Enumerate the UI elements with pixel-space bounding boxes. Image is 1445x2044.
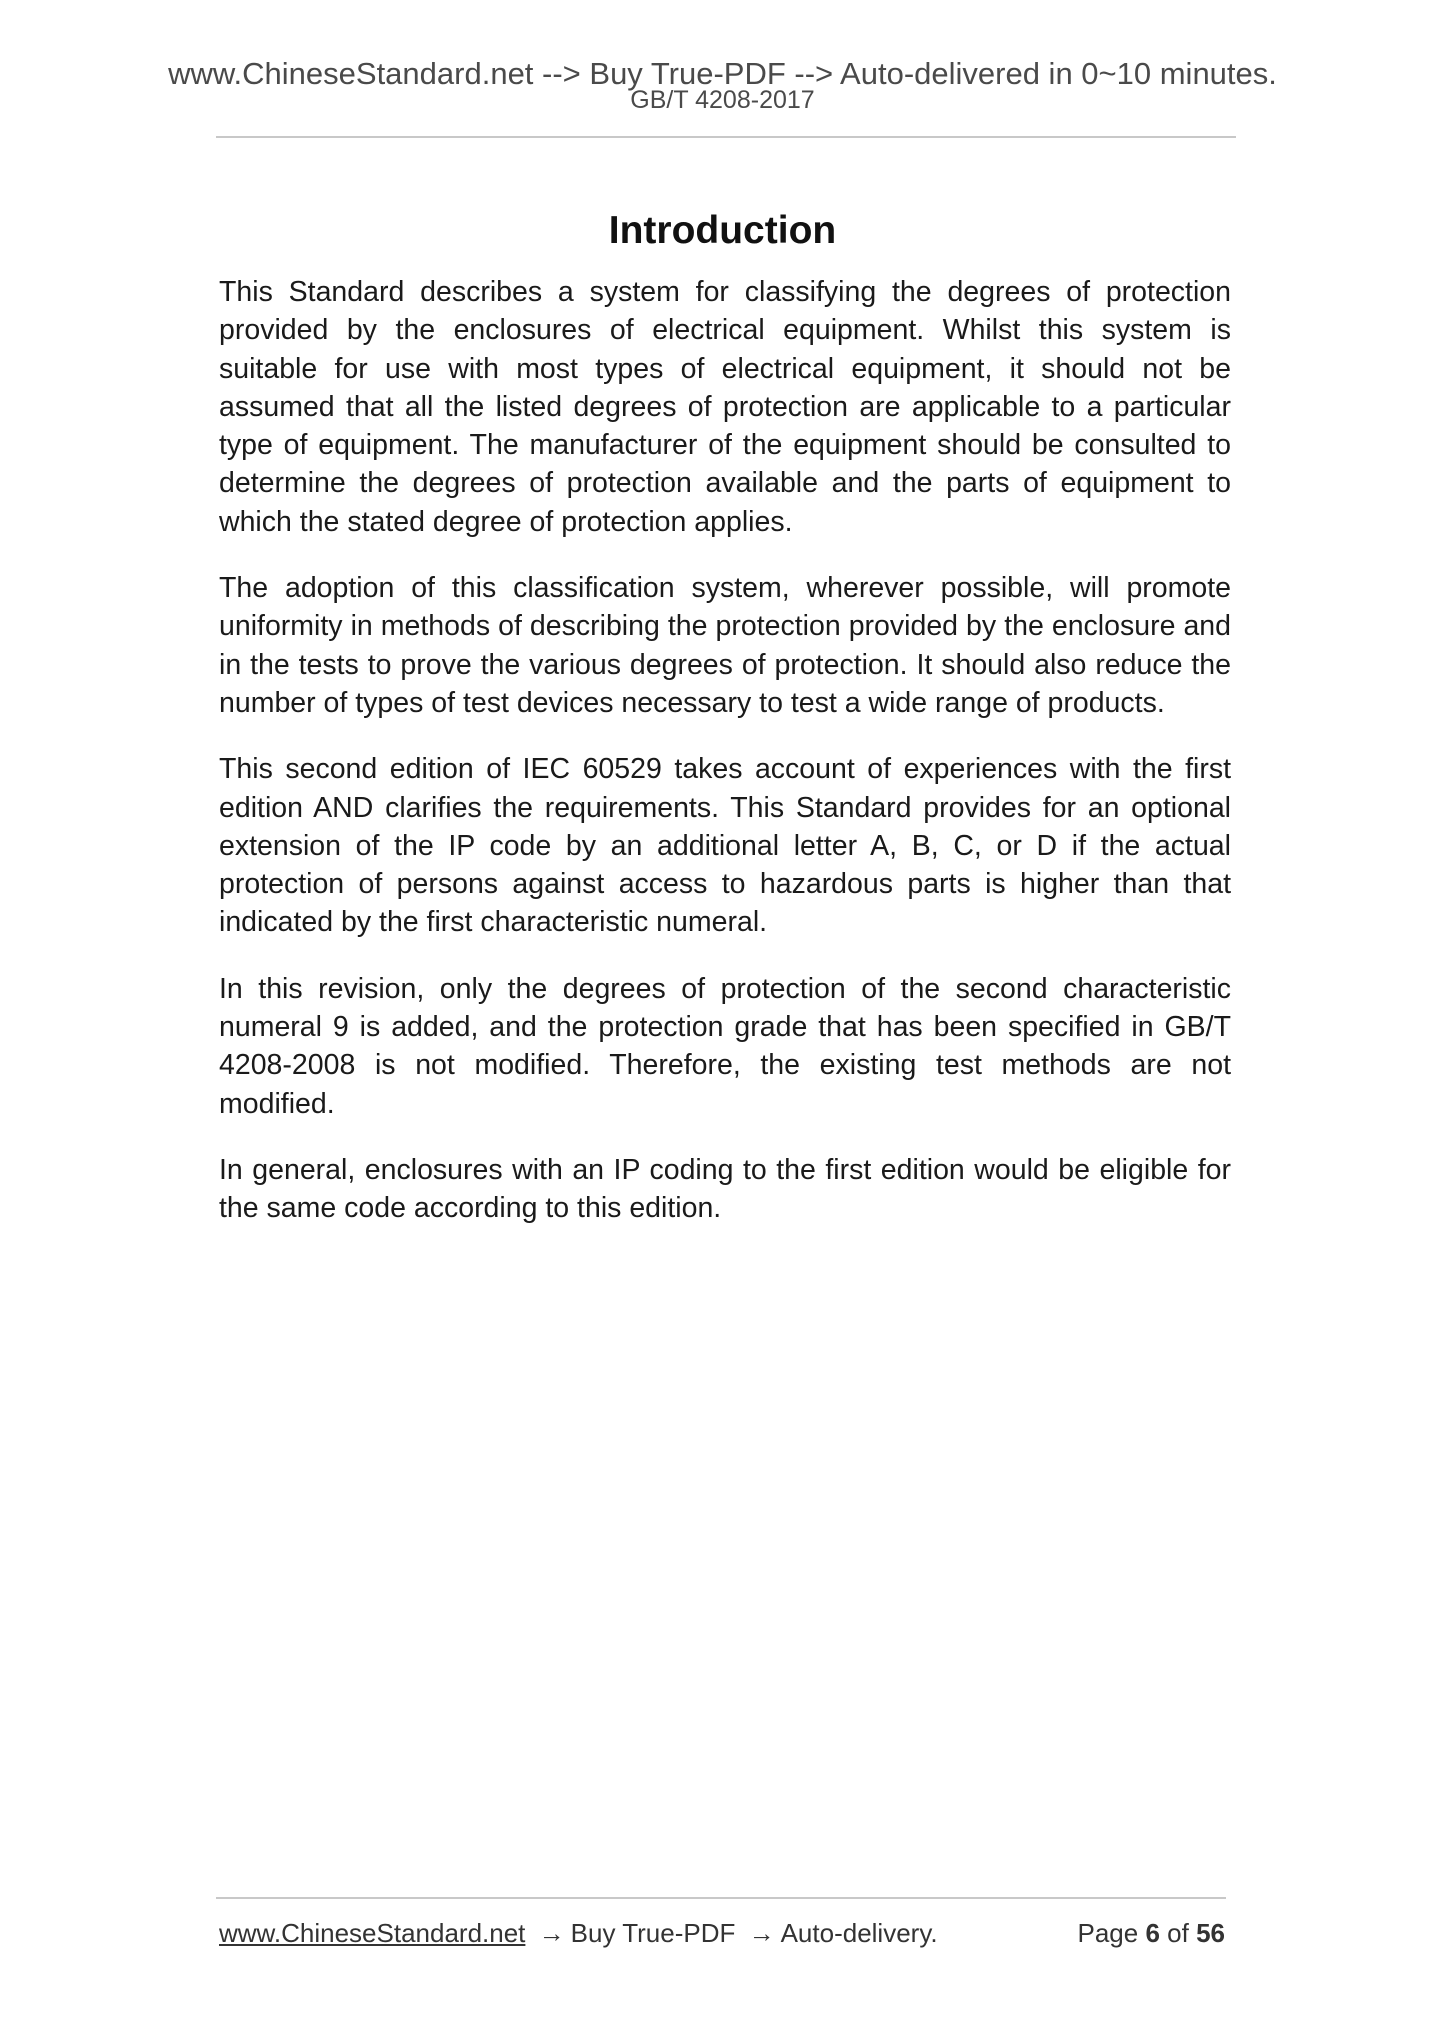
paragraph-1: This Standard describes a system for classifying the degrees of protection provided by the enclosures of electrical equipment. Whilst this system is suitable for use with most types of electrical equipment, it should not be assumed that all the listed degrees of protection are applicable to a particular type of equipment. The manufacturer of the equipment should be consulted to determine the degrees of protection available and the parts of equipment to which the stated degree of protection applies. bbox=[219, 276, 1231, 538]
paragraph-4: In this revision, only the degrees of protection of the second characteristic numeral 9 is added, and the protection grade that has been specified in GB/T 4208-2008 is not modified. Therefore, the existing test methods are not modified. bbox=[219, 972, 1231, 1120]
page-number bbox=[1077, 1918, 1225, 1949]
page-current: 6 bbox=[1145, 1918, 1160, 1948]
footer-delivery-text: Auto-delivery. bbox=[780, 1918, 938, 1948]
paragraph-5: In general, enclosures with an IP coding to the first edition would be eligible for the same code according to this edition. bbox=[219, 1153, 1231, 1225]
document-id: GB/T 4208-2017 bbox=[630, 86, 815, 114]
footer-site-link[interactable]: www.ChineseStandard.net bbox=[219, 1918, 526, 1948]
arrow-right-icon: → bbox=[748, 1918, 775, 1948]
arrow-right-icon: → bbox=[538, 1918, 565, 1948]
body-text bbox=[219, 273, 1231, 1256]
page-label: Page bbox=[1077, 1918, 1139, 1948]
page-title: Introduction bbox=[608, 209, 837, 253]
footer-divider bbox=[216, 1897, 1226, 1899]
page-total: 56 bbox=[1196, 1918, 1225, 1948]
header-divider bbox=[216, 136, 1236, 138]
footer-buy-text: Buy True-PDF bbox=[570, 1918, 736, 1948]
paragraph-3: This second edition of IEC 60529 takes account of experiences with the first edition AND clarifies the requirements. This Standard provides for an optional extension of the IP code by an additional letter A, B, C, or D if the actual protection of persons against access to hazardous parts is higher than that indicated by the first characteristic numeral. bbox=[219, 753, 1231, 939]
paragraph-2: The adoption of this classification system, wherever possible, will promote uniformity in methods of describing the protection provided by the enclosure and in the tests to prove the various degrees of protection. It should also reduce the number of types of test devices necessary to test a wide range of products. bbox=[219, 572, 1231, 719]
header-banner: www.ChineseStandard.net --> Buy True-PDF --> Auto-delivered in 0~10 minutes. bbox=[168, 56, 1277, 91]
footer bbox=[219, 1918, 1225, 1949]
page-of: of bbox=[1167, 1918, 1189, 1948]
